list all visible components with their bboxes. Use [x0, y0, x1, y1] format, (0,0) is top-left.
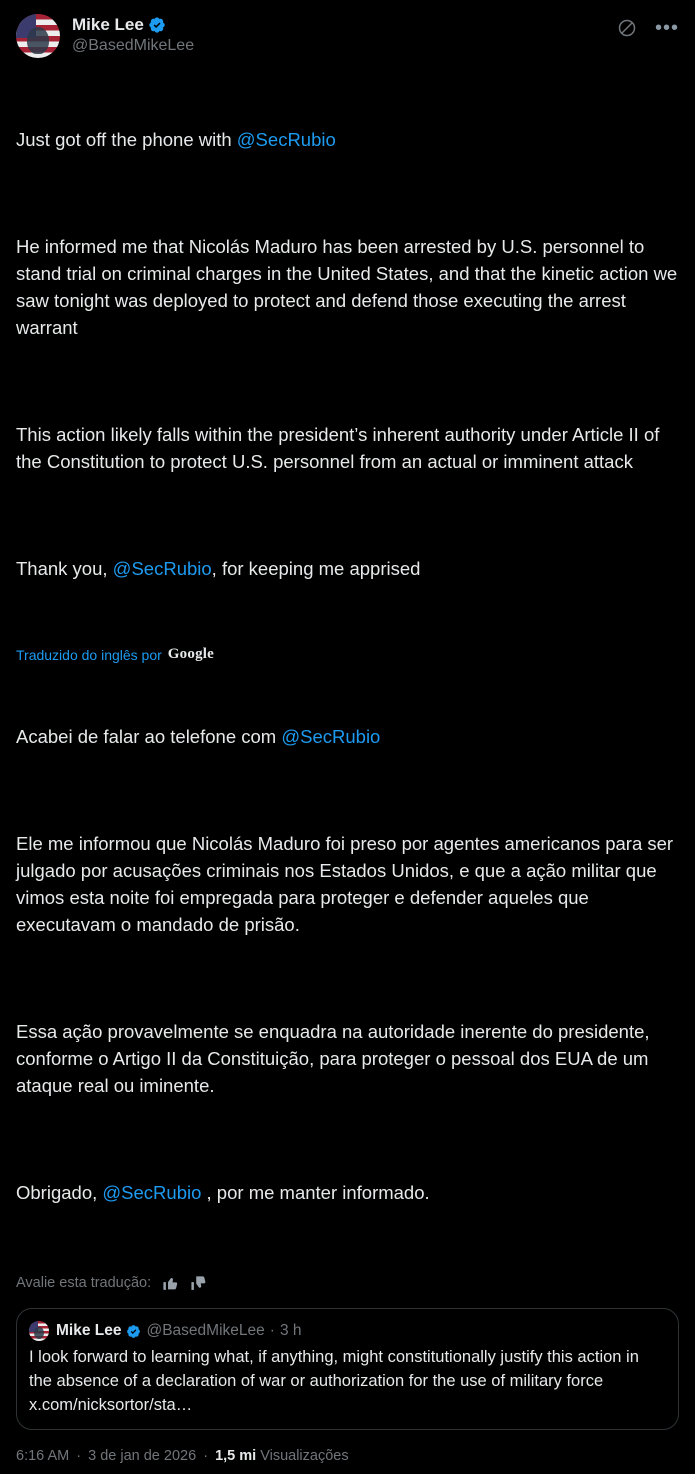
- mention-secrubio[interactable]: @SecRubio: [236, 129, 336, 150]
- original-paragraph-2: He informed me that Nicolás Maduro has been arrested by U.S. personnel to stand trial on criminal charges in the United States, and that the kinetic action we saw tonight was deployed to protect and defend those executing the arrest warrant: [16, 236, 683, 338]
- translation-paragraph-3: Essa ação provavelmente se enquadra na autoridade inerente do presidente, conforme o Artigo II da Constituição, para proteger o pessoal dos EUA de um ataque real ou iminente.: [16, 1021, 655, 1096]
- translation-paragraph-2: Ele me informou que Nicolás Maduro foi preso por agentes americanos para ser julgado por acusações criminais nos Estados Unidos, e que a ação militar que vimos esta noite foi empregada para proteger e defender aqueles que executavam o mandado de prisão.: [16, 833, 679, 935]
- translation-paragraph-1: [16, 723, 679, 750]
- quoted-handle: @BasedMikeLee: [146, 1322, 265, 1339]
- quoted-tweet-header: [29, 1321, 666, 1341]
- tweet-body-translation: [16, 669, 679, 1286]
- footer-separator-1: ·: [76, 1448, 82, 1464]
- thumbs-down-icon[interactable]: [189, 1274, 207, 1292]
- original-p4-pre: Thank you,: [16, 558, 113, 579]
- mention-secrubio[interactable]: @SecRubio: [281, 726, 381, 747]
- original-paragraph-1: [16, 126, 679, 153]
- views-count: 1,5 mi: [215, 1448, 257, 1464]
- quoted-timestamp: 3 h: [279, 1322, 302, 1339]
- quoted-text-body: I look forward to learning what, if anything, might constitutionally justify this action in the absence of a declaration of war or authorization for the use of military force: [29, 1348, 639, 1390]
- mention-secrubio[interactable]: @SecRubio: [102, 1182, 202, 1203]
- quoted-tweet[interactable]: [16, 1308, 679, 1430]
- original-paragraph-3: This action likely falls within the president’s inherent authority under Article II of the Constitution to protect U.S. personnel from an actual or imminent attack: [16, 424, 665, 472]
- footer-separator-2: ·: [203, 1448, 209, 1464]
- views-label: Visualizações: [260, 1448, 349, 1464]
- original-paragraph-4: [16, 555, 679, 582]
- verified-badge-icon: [148, 16, 166, 34]
- translation-p1-text: Acabei de falar ao telefone com: [16, 726, 282, 747]
- google-logo: Google: [167, 646, 214, 662]
- quoted-display-name: Mike Lee: [56, 1322, 122, 1339]
- translated-by-label: Traduzido do inglês por: [16, 646, 162, 663]
- quoted-tweet-link[interactable]: x.com/nicksortor/sta…: [29, 1396, 193, 1414]
- no-ads-circle-slash-icon[interactable]: [617, 18, 637, 38]
- translation-p4-post: , por me manter informado.: [201, 1182, 430, 1203]
- translated-by-row[interactable]: [16, 646, 679, 663]
- tweet-header: [16, 14, 679, 58]
- header-actions: [617, 18, 679, 38]
- author-names: [72, 14, 617, 58]
- rate-translation-label: Avalie esta tradução:: [16, 1275, 152, 1291]
- author-display-name: Mike Lee: [72, 14, 144, 34]
- author-name-row[interactable]: [72, 15, 617, 35]
- original-p4-post: , for keeping me apprised: [211, 558, 421, 579]
- tweet-time: 6:16 AM: [16, 1448, 70, 1464]
- quoted-tweet-text: [29, 1345, 666, 1417]
- tweet-date: 3 de jan de 2026: [88, 1448, 197, 1464]
- more-options-icon[interactable]: •••: [654, 17, 679, 39]
- quoted-avatar-portrait: [34, 1327, 44, 1339]
- original-p1-text: Just got off the phone with: [16, 129, 237, 150]
- verified-badge-icon: [126, 1324, 141, 1339]
- author-handle: @BasedMikeLee: [72, 37, 195, 55]
- tweet-body-original: [16, 72, 683, 662]
- rate-translation-row: [16, 1274, 679, 1292]
- tweet-footer: [16, 1444, 679, 1474]
- avatar-portrait: [27, 27, 48, 54]
- avatar[interactable]: [16, 14, 60, 58]
- thumbs-up-icon[interactable]: [161, 1274, 179, 1292]
- mention-secrubio[interactable]: @SecRubio: [112, 558, 212, 579]
- translation-p4-pre: Obrigado,: [16, 1182, 103, 1203]
- quoted-separator: ·: [269, 1322, 275, 1339]
- translation-paragraph-4: [16, 1179, 679, 1206]
- quoted-avatar[interactable]: [29, 1321, 49, 1341]
